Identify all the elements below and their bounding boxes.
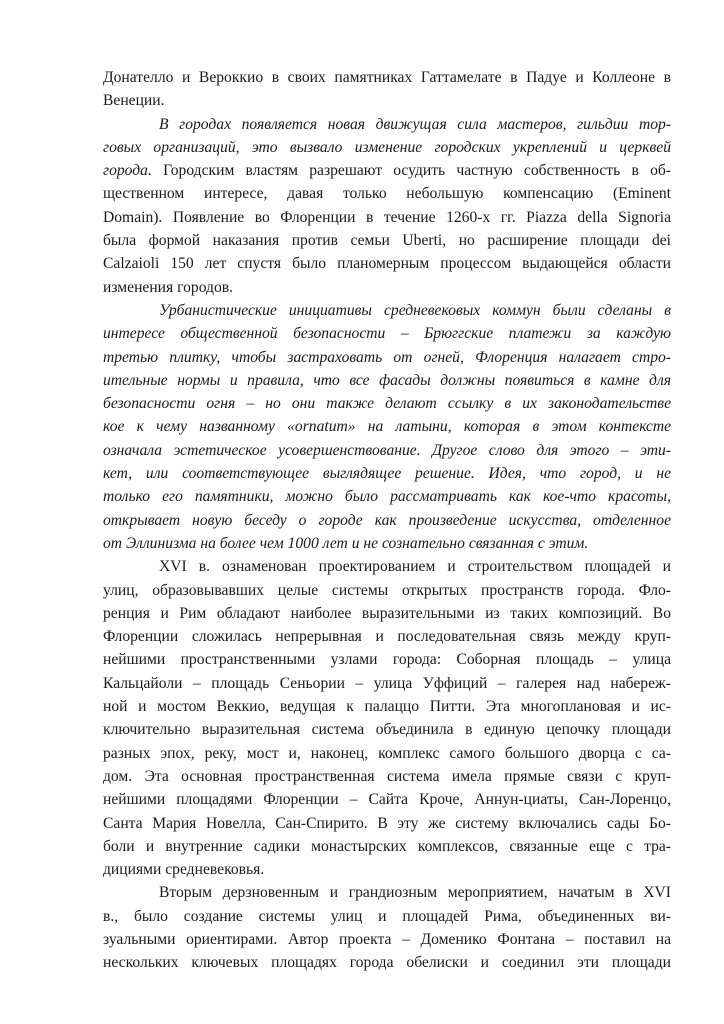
line: улиц, образовывавших целые системы открытых пространств города. Фло- bbox=[103, 581, 671, 599]
line: зуальными ориентирами. Автор проекта – Доменико Фонтана – поставил на bbox=[103, 930, 671, 948]
line: Урбанистические инициативы средневековых коммун были сделаны в bbox=[159, 301, 671, 319]
line: Флоренции сложилась непрерывная и последовательная связь между круп- bbox=[103, 628, 671, 646]
line: была формой наказания против семьи Uberti, но расширение площади dei bbox=[103, 232, 671, 250]
line: нейшими пространственными узлами города: Соборная площадь – улица bbox=[103, 651, 671, 669]
line: кет, или соответствующее выглядящее решение. Идея, что город, и не bbox=[103, 465, 671, 483]
paragraph-4 bbox=[103, 555, 671, 881]
line: XVI в. ознаменован проектированием и строительством площадей и bbox=[159, 558, 671, 576]
line: нейшими площадями Флоренции – Сайта Кроче, Аннун-циаты, Сан-Лоренцо, bbox=[103, 791, 671, 809]
line: третью плитку, чтобы застраховать от огней, Флоренция налагает стро- bbox=[103, 348, 671, 366]
line: разных эпох, реку, мост и, наконец, комплекс самого большого дворца с са- bbox=[103, 744, 671, 762]
paragraph-3 bbox=[103, 299, 671, 555]
line: Донателло и Вероккио в своих памятниках Гаттамелате в Падуе и Коллеоне в bbox=[103, 69, 671, 86]
line: в., было создание системы улиц и площадей Рима, объединенных ви- bbox=[103, 907, 671, 925]
line: означала эстетическое усовершенствование. Другое слово для этого – эти- bbox=[103, 441, 671, 459]
paragraph-1 bbox=[103, 66, 671, 113]
line: боли и внутренние садики монастырских комплексов, связанные еще с тра- bbox=[103, 837, 671, 855]
line: ной и мостом Веккио, ведущая к палаццо Питти. Эта многоплановая и ис- bbox=[103, 698, 671, 716]
line: Вторым дерзновенным и грандиозным мероприятием, начатым в XVI bbox=[159, 884, 671, 902]
line: В городах появляется новая движущая сила мастеров, гильдии тор- bbox=[159, 115, 671, 133]
line: Кальцайоли – площадь Сеньории – улица Уффиций – галерея над набереж- bbox=[103, 674, 671, 692]
line: нескольких ключевых площадях города обелиски и соединил эти площади bbox=[103, 954, 671, 972]
line: Венеции. bbox=[103, 92, 165, 110]
document-body bbox=[103, 66, 671, 975]
line: Domain). Появление во Флоренции в течение 1260-х гг. Piazza della Signoria bbox=[103, 208, 671, 226]
line: города. Городским властям разрешают осудить частную собственность в об- bbox=[103, 162, 671, 180]
line: ренция и Рим обладают наиболее выразительными из таких композиций. Во bbox=[103, 604, 671, 622]
line: интересе общественной безопасности – Брюггские платежи за каждую bbox=[103, 325, 671, 343]
line: от Эллинизма на более чем 1000 лет и не сознательно связанная с этим. bbox=[103, 534, 589, 552]
line: ключительно выразительная система объединила в единую цепочку площади bbox=[103, 721, 671, 739]
line: говых организаций, это вызвало изменение городских укреплений и церквей bbox=[103, 138, 671, 156]
line: открывает новую беседу о городе как произведение искусства, отделенное bbox=[103, 511, 671, 529]
line: щественном интересе, давая только небольшую компенсацию (Eminent bbox=[103, 185, 671, 203]
line: ительные нормы и правила, что все фасады должны появиться в камне для bbox=[103, 371, 671, 389]
line: безопасности огня – но они также делают ссылку в их законодательстве bbox=[103, 395, 671, 413]
line: дициями средневековья. bbox=[103, 861, 265, 879]
line: кое к чему названному «ornatum» на латыни, которая в этом контексте bbox=[103, 418, 671, 436]
line: изменения городов. bbox=[103, 278, 234, 296]
line: дом. Эта основная пространственная система имела прямые связи с круп- bbox=[103, 767, 671, 785]
line: только его памятники, можно было рассматривать как кое-что красоты, bbox=[103, 488, 671, 506]
paragraph-5 bbox=[103, 881, 671, 974]
line: Санта Мария Новелла, Сан-Спирито. В эту же систему включались сады Бо- bbox=[103, 814, 671, 832]
line: Calzaioli 150 лет спустя было планомерным процессом выдающейся области bbox=[103, 255, 671, 273]
paragraph-2 bbox=[103, 113, 671, 299]
